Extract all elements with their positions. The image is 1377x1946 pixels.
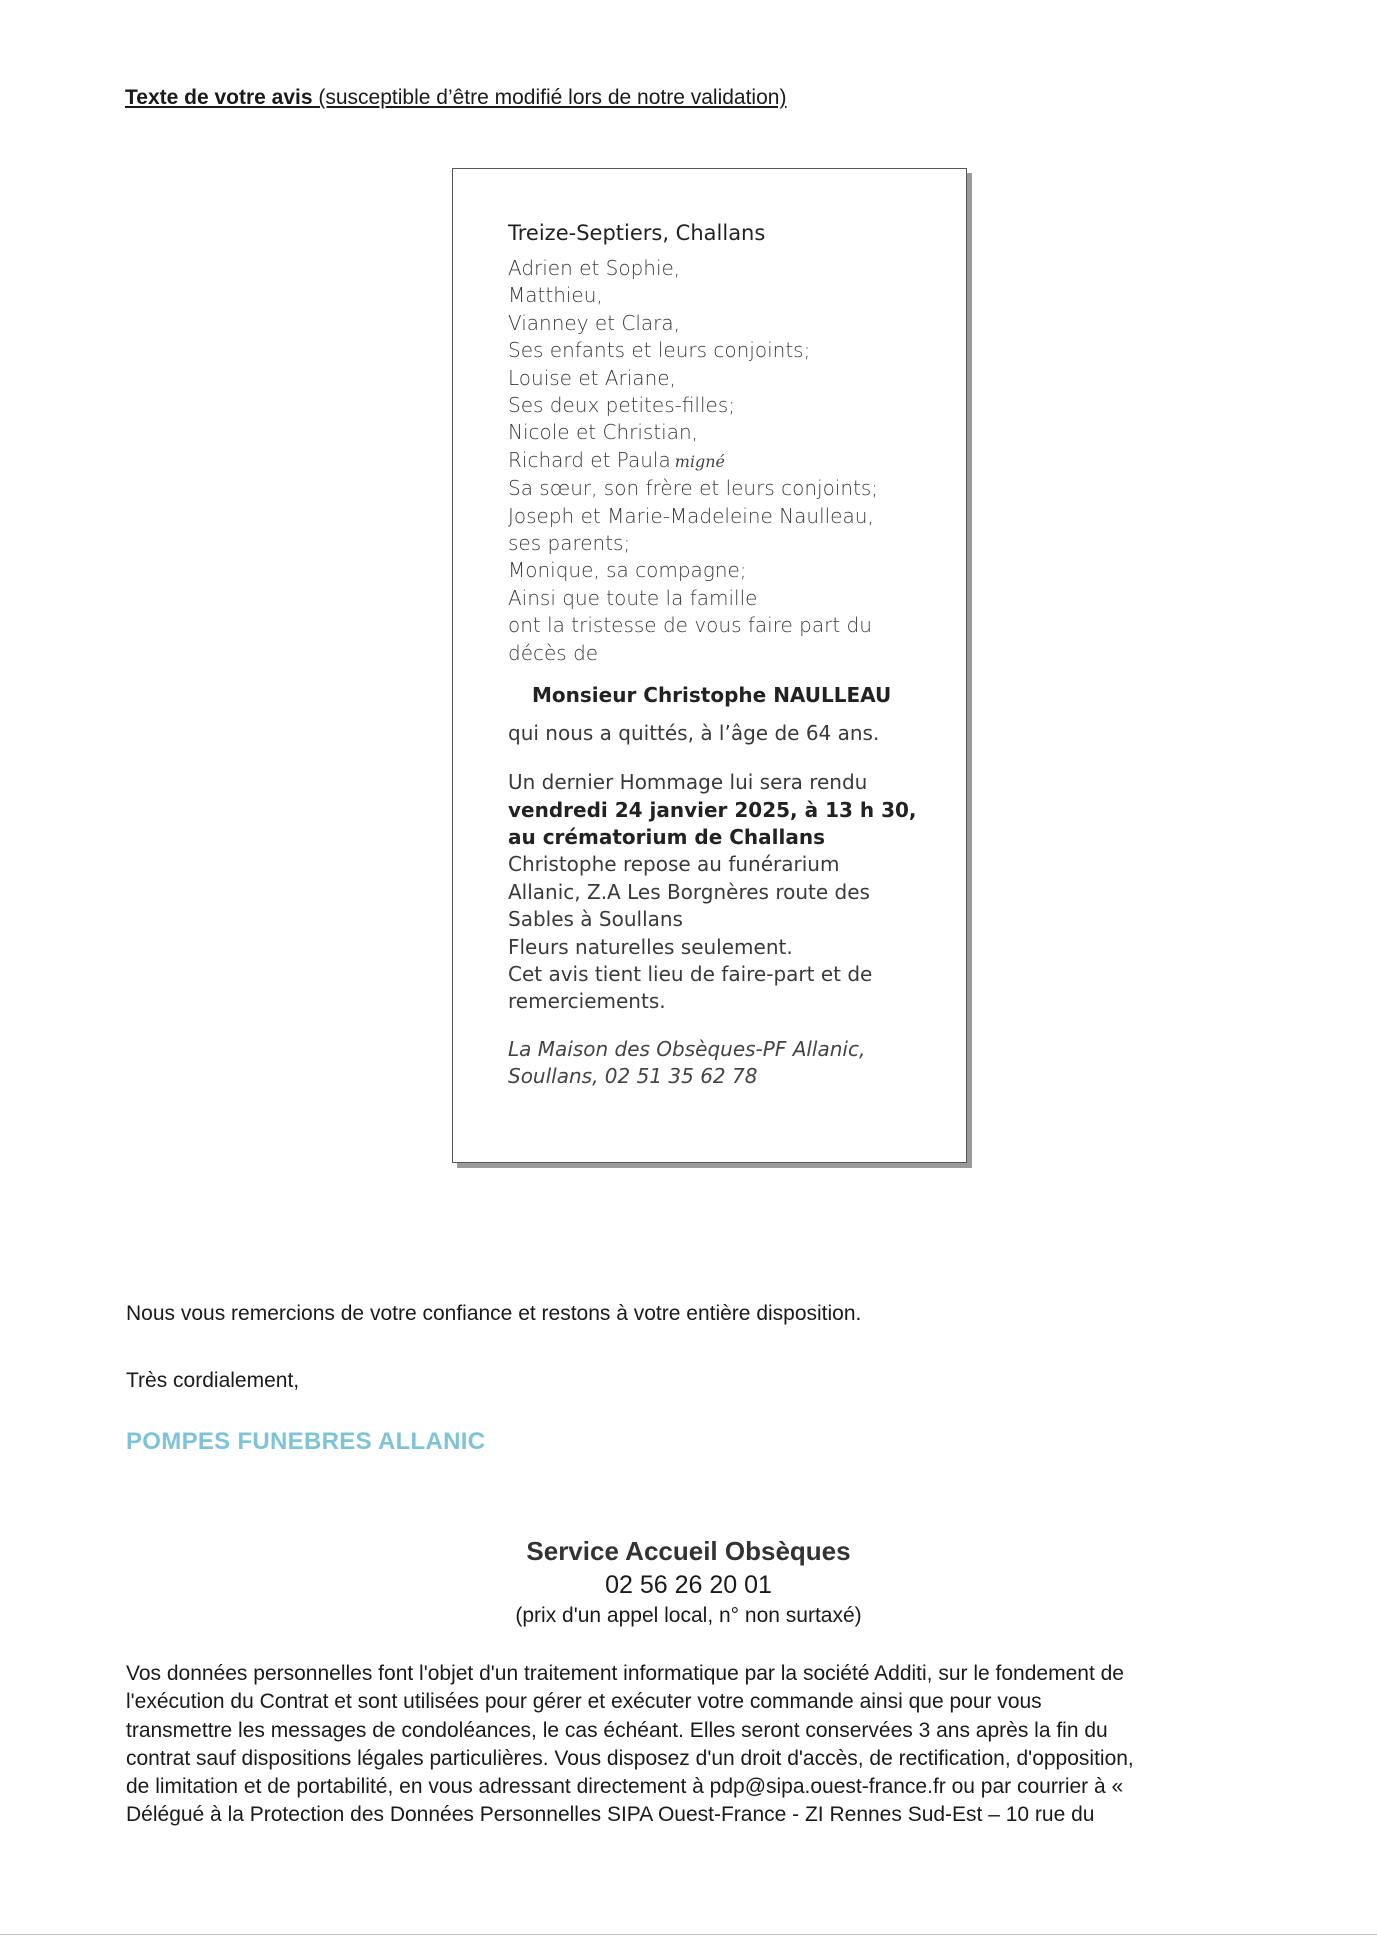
age-line: qui nous a quittés, à l’âge de 64 ans. (508, 721, 880, 746)
company-name: POMPES FUNEBRES ALLANIC (126, 1428, 486, 1455)
family-line: ont la tristesse de vous faire part du (508, 613, 872, 638)
legal-line: Vos données personnelles font l'objet d'un traitement informatique par la société Additi, sur le fondement de (126, 1662, 1124, 1685)
service-title: Service Accueil Obsèques (526, 1536, 851, 1566)
handwritten-addition: migné (674, 451, 726, 471)
ceremony-detail-line: Christophe repose au funérarium (508, 852, 840, 877)
family-line: décès de (508, 640, 599, 665)
family-line: Matthieu, (508, 283, 603, 308)
page-bottom-rule (0, 1934, 1377, 1935)
legal-line: de limitation et de portabilité, en vous adressant directement à pdp@sipa.ouest-france.fr ou par courrier à « (126, 1775, 1124, 1799)
family-line: Ainsi que toute la famille (508, 585, 758, 610)
family-line: Monique, sa compagne; (508, 558, 747, 583)
heading-rest: (susceptible d’être modifié lors de notre validation) (312, 86, 787, 109)
family-line-text: Richard et Paula (508, 447, 671, 472)
family-line: ses parents; (508, 531, 631, 556)
heading-bold: Texte de votre avis (125, 86, 313, 109)
service-block (0, 1536, 1377, 1628)
privacy-notice (126, 1660, 1296, 1830)
ceremony-details (508, 769, 948, 1016)
ceremony-detail-line: remerciements. (508, 989, 666, 1014)
ceremony-intro: Un dernier Hommage lui sera rendu (508, 770, 868, 795)
family-line (508, 447, 948, 475)
deceased-name: Monsieur Christophe NAULLEAU (532, 683, 892, 708)
family-list (508, 255, 948, 667)
signature-line: La Maison des Obsèques-PF Allanic, (508, 1036, 866, 1061)
family-line: Nicole et Christian, (508, 420, 698, 445)
ceremony-detail-line: Fleurs naturelles seulement. (508, 934, 793, 959)
family-line: Vianney et Clara, (508, 310, 681, 335)
death-notice-box (452, 168, 967, 1163)
ceremony-detail-line: Cet avis tient lieu de faire-part et de (508, 961, 873, 986)
legal-line: l'exécution du Contrat et sont utilisées pour gérer et exécuter votre commande ainsi que pour vous (126, 1690, 1042, 1714)
family-line: Sa sœur, son frère et leurs conjoints; (508, 476, 879, 501)
family-line: Ses enfants et leurs conjoints; (508, 338, 811, 363)
family-line: Joseph et Marie-Madeleine Naulleau, (508, 503, 874, 528)
family-line: Adrien et Sophie, (508, 256, 681, 280)
ceremony-detail-line: Allanic, Z.A Les Borgnères route des (508, 879, 870, 904)
thanks-paragraph: Nous vous remercions de votre confiance et restons à votre entière disposition. (126, 1302, 862, 1325)
closing-line: Très cordialement, (126, 1369, 300, 1392)
ceremony-detail-line: Sables à Soullans (508, 907, 683, 932)
notice-signature (508, 1036, 948, 1091)
ceremony-date: vendredi 24 janvier 2025, à 13 h 30, (508, 797, 917, 822)
family-line: Ses deux petites-filles; (508, 393, 736, 418)
notice-place: Treize-Septiers, Challans (508, 221, 766, 245)
legal-line: contrat sauf dispositions légales particulières. Vous disposez d'un droit d'accès, de rectification, d'opposition, (126, 1746, 1134, 1770)
legal-line: Délégué à la Protection des Données Personnelles SIPA Ouest-France - ZI Rennes Sud-Est – 10 rue du (126, 1803, 1095, 1827)
ceremony-place: au crématorium de Challans (508, 824, 825, 849)
legal-line: transmettre les messages de condoléances, le cas échéant. Elles seront conservées 3 ans après la fin du (126, 1718, 1108, 1742)
family-line: Louise et Ariane, (508, 365, 676, 390)
service-phone: 02 56 26 20 01 (605, 1571, 772, 1599)
signature-line: Soullans, 02 51 35 62 78 (508, 1064, 758, 1089)
notice-heading (125, 86, 786, 110)
notice-content (508, 221, 948, 1091)
service-note: (prix d'un appel local, n° non surtaxé) (515, 1604, 862, 1627)
